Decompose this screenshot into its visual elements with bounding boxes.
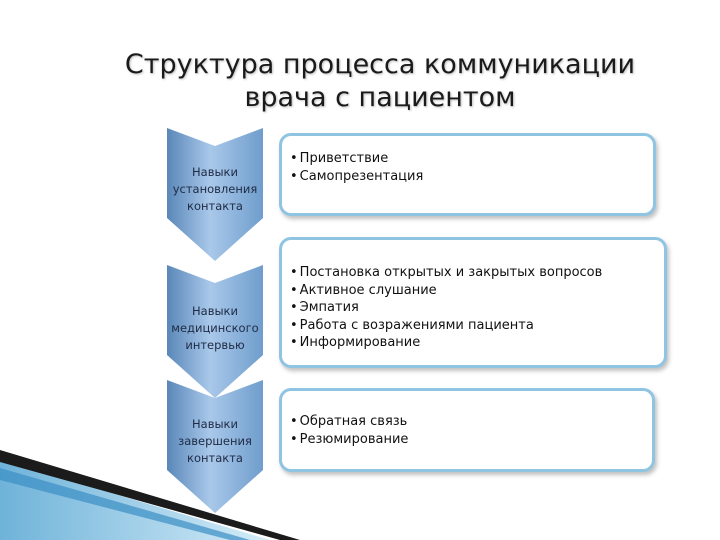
list-item: • Постановка открытых и закрытых вопросов <box>290 264 654 282</box>
stage-panel-closing-contact <box>279 388 655 472</box>
list-item: • Информирование <box>290 334 654 352</box>
stage-label: Навыки установления контакта <box>172 165 258 213</box>
list-item: • Обратная связь <box>290 413 642 431</box>
stage-chevron-medical-interview <box>167 265 263 398</box>
list-item: • Резюмирование <box>290 431 642 449</box>
stage-items-list <box>290 150 643 185</box>
list-item: • Эмпатия <box>290 299 654 317</box>
list-item: • Работа с возражениями пациента <box>290 317 654 335</box>
stage-items-list <box>290 264 654 352</box>
diagram-title <box>120 48 640 114</box>
list-item: • Самопрезентация <box>290 168 643 186</box>
list-item: • Приветствие <box>290 150 643 168</box>
stage-label: Навыки завершения контакта <box>178 417 252 465</box>
stage-chevron-establishing-contact <box>167 128 263 261</box>
title-line-1: Структура процесса коммуникации <box>124 49 636 80</box>
title-line-2: врача с пациентом <box>244 82 516 113</box>
stage-label: Навыки медицинского интервью <box>171 304 259 352</box>
stage-panel-establishing-contact <box>279 133 656 216</box>
list-item: • Активное слушание <box>290 282 654 300</box>
decorative-swoosh <box>0 440 300 540</box>
stage-items-list <box>290 413 642 448</box>
stage-panel-medical-interview <box>279 237 667 368</box>
